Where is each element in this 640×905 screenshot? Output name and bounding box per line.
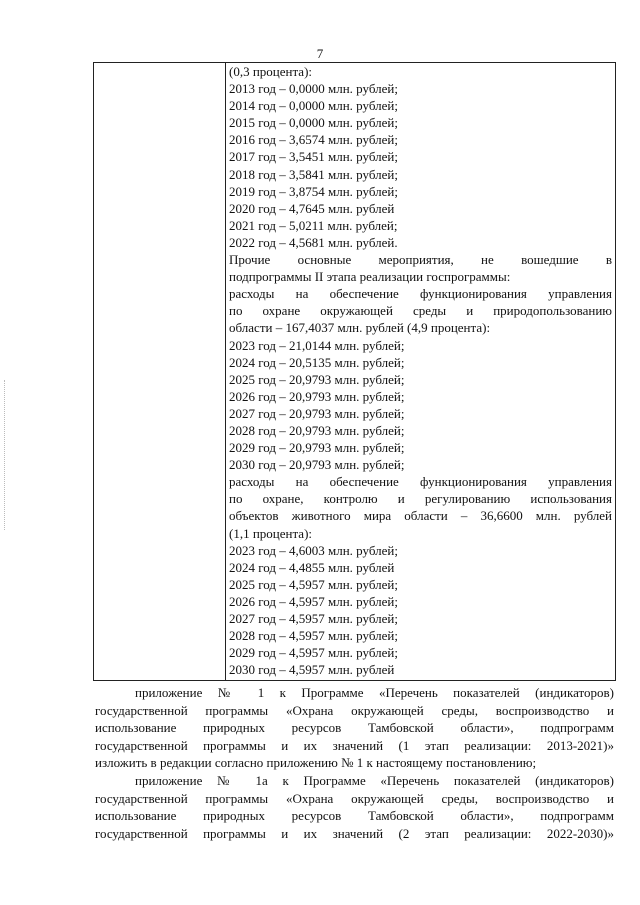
table-line: 2019 год – 3,8754 млн. рублей; — [229, 183, 398, 199]
table-line: 2027 год – 4,5957 млн. рублей; — [229, 611, 398, 626]
table-line: 2026 год – 4,5957 млн. рублей; — [229, 593, 398, 609]
paragraph-line: использование природных ресурсов Тамбовской области», подпрограмм — [95, 720, 614, 736]
table-right-cell — [229, 63, 612, 678]
table-line: 2014 год – 0,0000 млн. рублей; — [229, 98, 398, 114]
table-line: 2025 год – 20,9793 млн. рублей; — [229, 371, 405, 387]
table-line: 2025 год – 4,5957 млн. рублей; — [229, 576, 398, 592]
table-line: 2023 год – 21,0144 млн. рублей; — [229, 337, 405, 353]
table-line: 2027 год – 20,9793 млн. рублей; — [229, 405, 405, 421]
table-line: по охране окружающей среды и природопользованию — [229, 303, 612, 319]
table-line: 2029 год – 4,5957 млн. рублей; — [229, 645, 398, 661]
table-line: 2030 год – 4,5957 млн. рублей — [229, 662, 395, 678]
paragraph-line: приложение № 1а к Программе «Перечень показателей (индикаторов) — [135, 773, 614, 788]
table-line: 2015 год – 0,0000 млн. рублей; — [229, 115, 398, 131]
table-line: 2020 год – 4,7645 млн. рублей — [229, 200, 395, 216]
table-line: 2017 год – 3,5451 млн. рублей; — [229, 149, 398, 165]
scan-edge-marks — [4, 380, 7, 530]
paragraph-line: государственной программы и их значений (2 этап реализации: 2022-2030)» — [95, 825, 614, 841]
table-line: (1,1 процента): — [229, 525, 313, 541]
paragraph-appendix-1a — [95, 772, 614, 842]
table-line: по охране, контролю и регулированию использования — [229, 491, 612, 507]
table-line: 2024 год – 20,5135 млн. рублей; — [229, 354, 405, 370]
paragraph-line: изложить в редакции согласно приложению № 1 к настоящему постановлению; — [95, 755, 537, 771]
table-line: расходы на обеспечение функционирования управления — [229, 286, 612, 302]
table-column-divider — [225, 63, 226, 680]
paragraph-line: государственной программы и их значений (1 этап реализации: 2013-2021)» — [95, 737, 614, 753]
table-line: 2018 год – 3,5841 млн. рублей; — [229, 166, 398, 182]
paragraph-appendix-1 — [95, 684, 614, 772]
table-line: 2021 год – 5,0211 млн. рублей; — [229, 217, 398, 233]
table-line: 2028 год – 20,9793 млн. рублей; — [229, 422, 405, 438]
table-line: объектов животного мира области – 36,6600 млн. рублей — [229, 508, 612, 524]
paragraph-line: государственной программы «Охрана окружающей среды, воспроизводство и — [95, 702, 614, 718]
page-number: 7 — [316, 46, 324, 61]
table-line: 2024 год – 4,4855 млн. рублей — [229, 559, 395, 575]
table-line: подпрограммы II этапа реализации госпрограммы: — [229, 269, 511, 285]
table-line: расходы на обеспечение функционирования управления — [229, 474, 612, 490]
table-line: 2028 год – 4,5957 млн. рублей; — [229, 628, 398, 644]
paragraph-line: использование природных ресурсов Тамбовской области», подпрограмм — [95, 808, 614, 824]
paragraph-line: приложение № 1 к Программе «Перечень показателей (индикаторов) — [135, 685, 614, 700]
paragraph-line: государственной программы «Охрана окружающей среды, воспроизводство и — [95, 790, 614, 806]
table-line: 2029 год – 20,9793 млн. рублей; — [229, 440, 405, 456]
funding-table — [93, 62, 616, 681]
table-line: области – 167,4037 млн. рублей (4,9 процента): — [229, 320, 491, 336]
table-line: 2030 год – 20,9793 млн. рублей; — [229, 457, 405, 473]
table-line: 2023 год – 4,6003 млн. рублей; — [229, 542, 398, 558]
table-line: 2026 год – 20,9793 млн. рублей; — [229, 388, 405, 404]
table-line: 2016 год – 3,6574 млн. рублей; — [229, 132, 398, 148]
table-line: (0,3 процента): — [229, 64, 313, 79]
table-line: 2022 год – 4,5681 млн. рублей. — [229, 234, 398, 250]
table-line: 2013 год – 0,0000 млн. рублей; — [229, 81, 398, 97]
table-line: Прочие основные мероприятия, не вошедшие в — [229, 252, 612, 268]
